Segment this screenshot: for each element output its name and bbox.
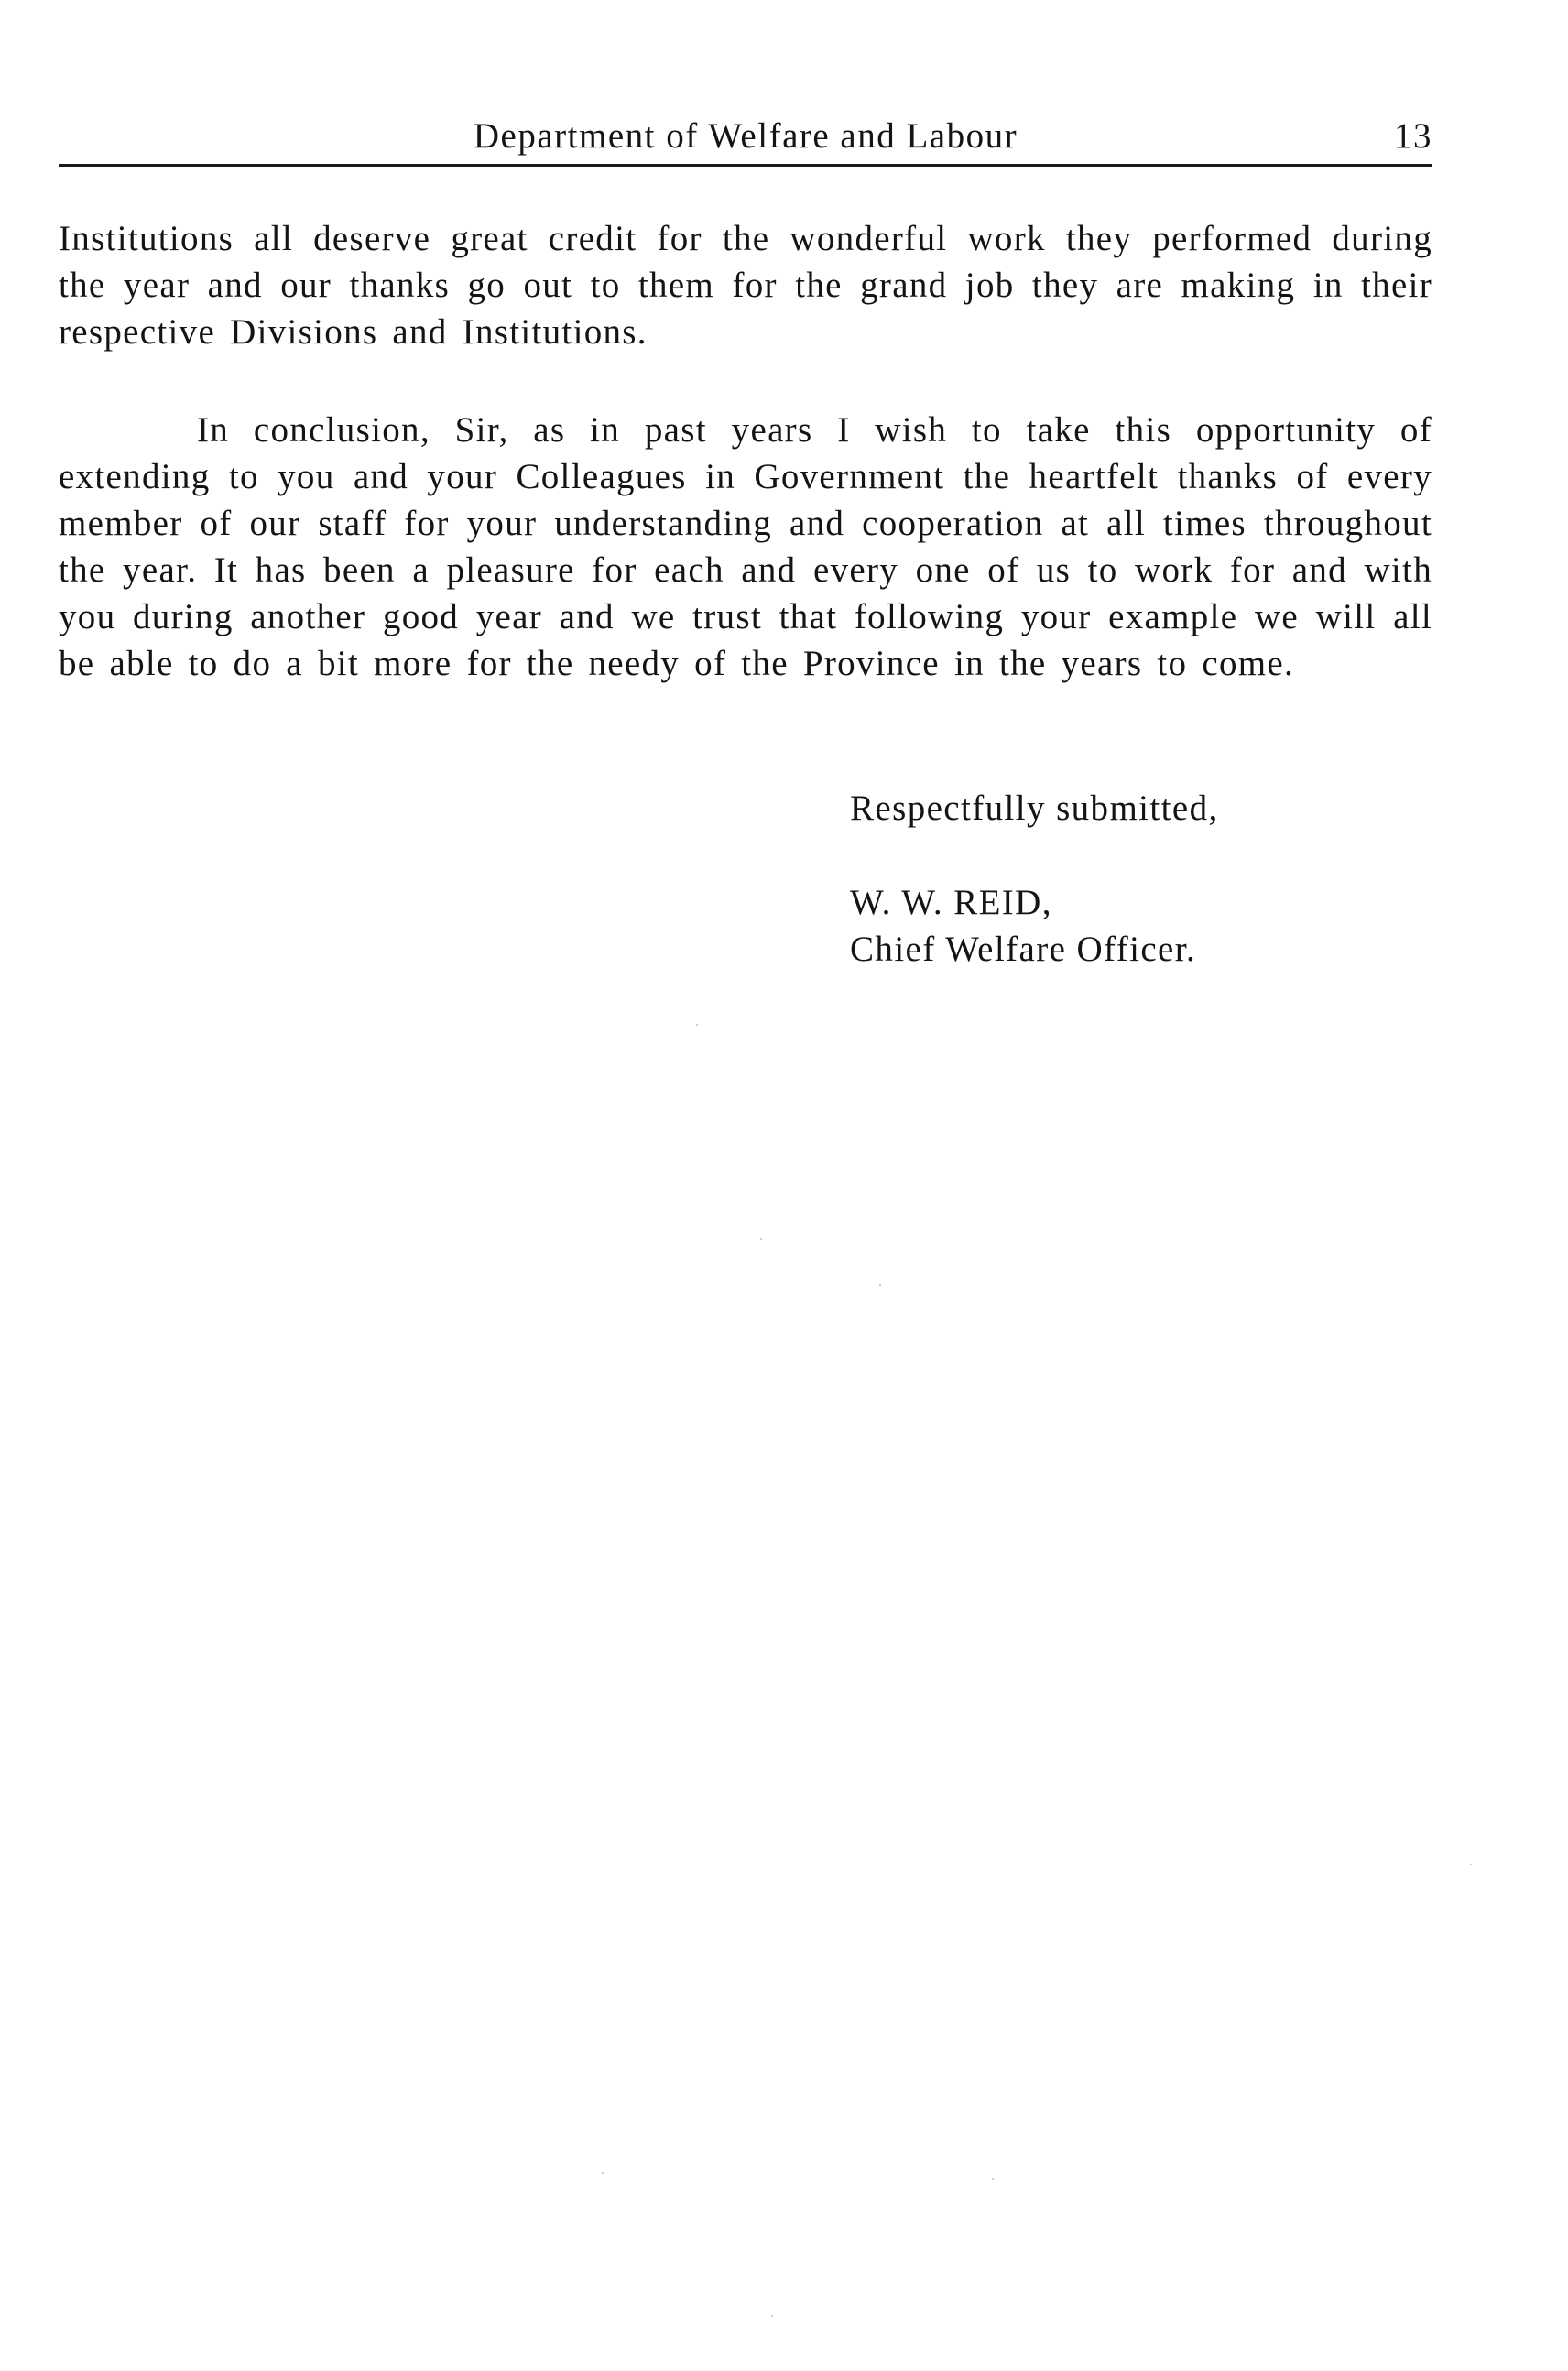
paper-speck <box>602 2172 604 2174</box>
paper-speck <box>760 1238 762 1240</box>
complimentary-close: Respectfully submitted, <box>850 789 1219 828</box>
paper-speck <box>771 2315 773 2317</box>
running-header-title: Department of Welfare and Labour <box>473 116 1018 156</box>
body-paragraph-1: Institutions all deserve great credit for the wonderful work they performed during the year and our thanks go out to them for the grand job they are making in their respective Divisions and Institutions. <box>59 219 1432 352</box>
header-rule <box>59 164 1432 167</box>
body-paragraph-2: In conclusion, Sir, as in past years I wish to take this opportunity of extending to you and your Colleagues in Government the heartfelt thanks of every member of our staff for your understanding and cooperation at all times throughout the year. It has been a pleasure for each and every one of us to work for and with you during another good year and we trust that following your example we will all be able to do a bit more for the needy of the Province in the years to come. <box>59 410 1432 683</box>
paper-speck <box>696 1024 698 1026</box>
running-header <box>59 108 1432 165</box>
signatory-name: W. W. REID, <box>850 883 1052 922</box>
paper-speck <box>992 2178 994 2180</box>
signatory-title: Chief Welfare Officer. <box>850 930 1197 969</box>
page-number: 13 <box>1394 116 1432 156</box>
paper-speck <box>1470 1864 1472 1865</box>
paper-speck <box>879 1284 881 1286</box>
